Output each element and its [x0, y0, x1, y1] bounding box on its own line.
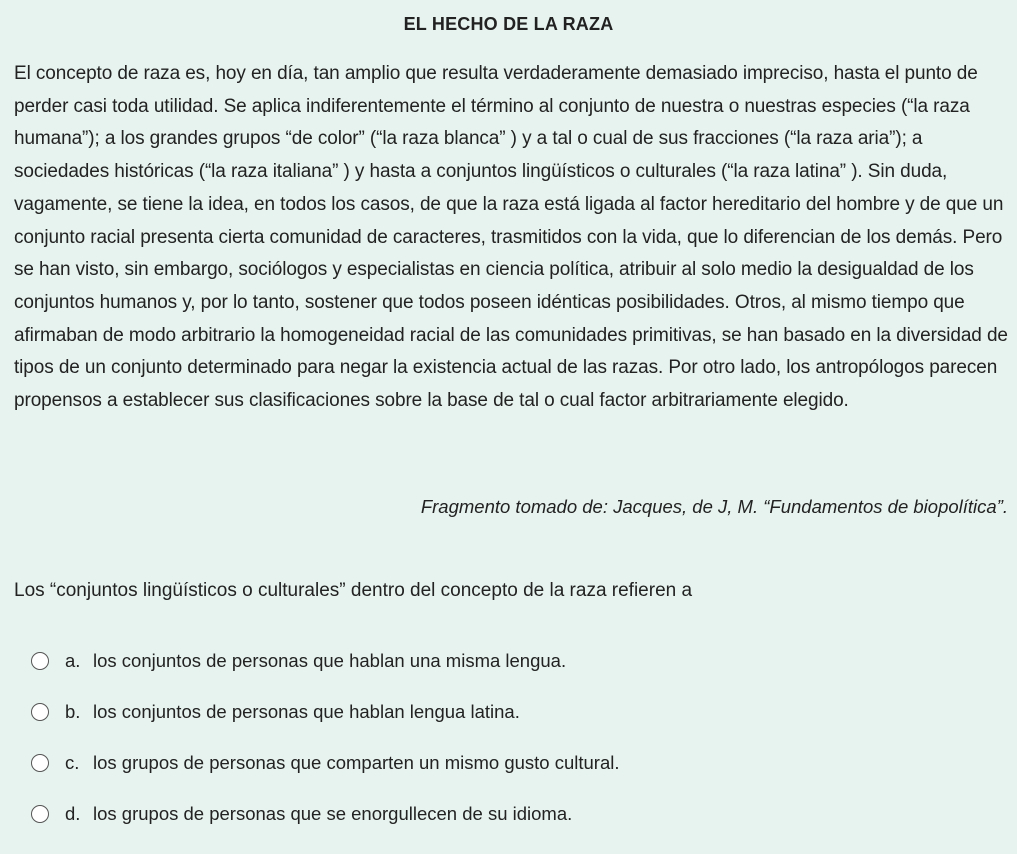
reading-title: EL HECHO DE LA RAZA	[403, 14, 614, 34]
radio-button-b[interactable]	[31, 703, 49, 721]
radio-button-c[interactable]	[31, 754, 49, 772]
option-letter: c.	[65, 752, 80, 773]
reading-passage: El concepto de raza es, hoy en día, tan amplio que resulta verdaderamente demasiado impreciso, hasta el punto de perder casi toda utilidad. Se aplica indiferentemente el término al conjunto de nuestra o nuestras especies (“la raza humana”); a los grandes grupos “de color” (“la raza blanca” ) y a tal o cual de sus fracciones (“la raza aria”); a sociedades históricas (“la raza italiana” ) y hasta a conjuntos lingüísticos o culturales (“la raza latina” ). Sin duda, vagamente, se tiene la idea, en todos los casos, de que la raza está ligada al factor hereditario del hombre y de que un conjunto racial presenta cierta comunidad de caracteres, trasmitidos con la vida, que lo diferencian de los demás. Pero se han visto, sin embargo, sociólogos y especialistas en ciencia política, atribuir al solo medio la desigualdad de los conjuntos humanos y, por lo tanto, sostener que todos poseen idénticas posibilidades. Otros, al mismo tiempo que afirmaban de modo arbitrario la homogeneidad racial de las comunidades primitivas, se han basado en la diversidad de tipos de un conjunto determinado para negar la existencia actual de las razas. Por otro lado, los antropólogos parecen propensos a establecer sus clasificaciones sobre la base de tal o cual factor arbitrariamente elegido.	[14, 63, 1008, 412]
radio-button-a[interactable]	[31, 652, 49, 670]
option-text[interactable]: los grupos de personas que comparten un mismo gusto cultural.	[93, 752, 620, 773]
source-citation: Fragmento tomado de: Jacques, de J, M. “Fundamentos de biopolítica”.	[420, 496, 1008, 517]
radio-button-d[interactable]	[31, 805, 49, 823]
option-d[interactable]	[31, 803, 620, 825]
option-text[interactable]: los conjuntos de personas que hablan lengua latina.	[93, 701, 520, 722]
option-b[interactable]	[31, 701, 620, 723]
option-text[interactable]: los grupos de personas que se enorgullecen de su idioma.	[93, 803, 573, 824]
option-letter: a.	[65, 650, 81, 671]
option-letter: d.	[65, 803, 81, 824]
question-text: Los “conjuntos lingüísticos o culturales” dentro del concepto de la raza refieren a	[14, 580, 693, 601]
option-letter: b.	[65, 701, 81, 722]
option-a[interactable]	[31, 650, 620, 672]
option-c[interactable]	[31, 752, 620, 774]
option-text[interactable]: los conjuntos de personas que hablan una misma lengua.	[93, 650, 567, 671]
answer-options	[31, 650, 620, 854]
